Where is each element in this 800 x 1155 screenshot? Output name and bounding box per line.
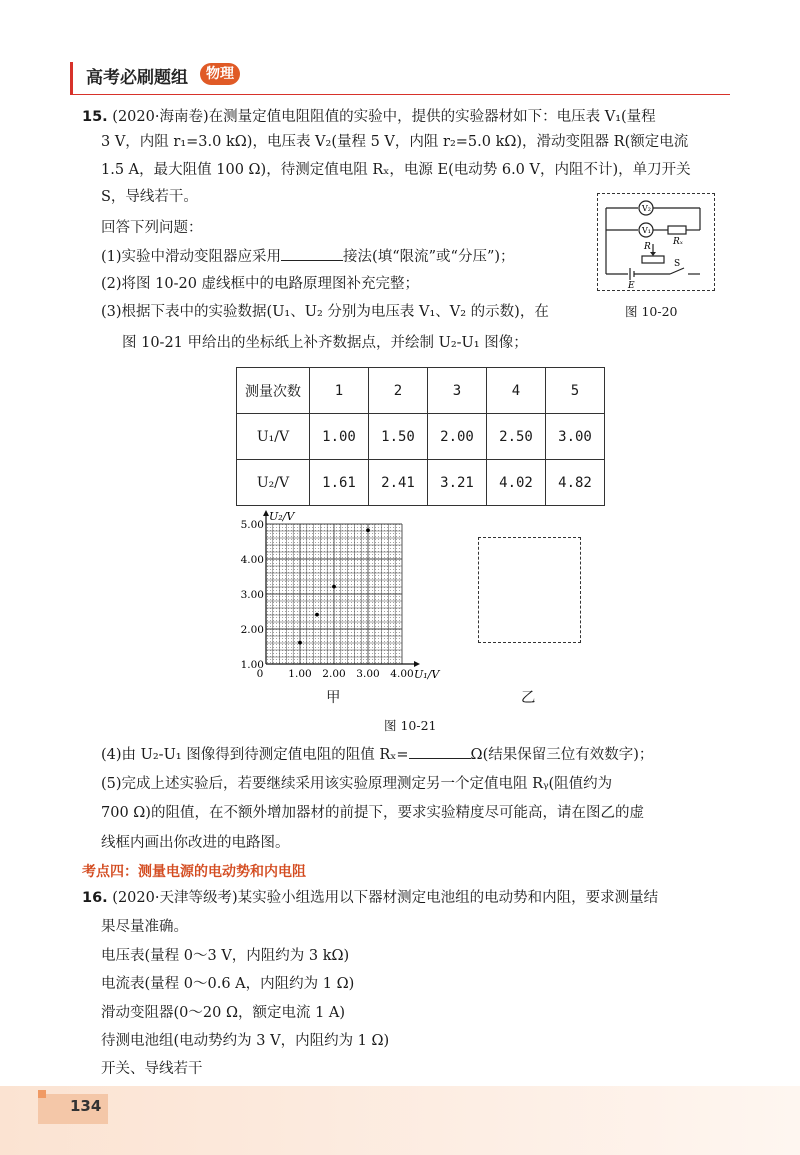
table-cell: 测量次数 xyxy=(237,368,310,414)
table-cell: 2 xyxy=(369,368,428,414)
q16-line-1: 16. (2020·天津等级考)某实验小组选用以下器材测定电池组的电动势和内阻，要求测量结 xyxy=(82,890,659,906)
y-axis-label: U₂/V xyxy=(269,510,295,523)
data-point xyxy=(315,613,319,617)
grid-lines xyxy=(266,524,402,664)
q16-item-4: 待测电池组(电动势约为 3 V，内阻约为 1 Ω) xyxy=(101,1033,390,1049)
label-jia: 甲 xyxy=(326,690,341,706)
book-title: 高考必刷题组 xyxy=(86,68,188,88)
q16-item-5: 开关、导线若干 xyxy=(101,1061,203,1077)
table-cell: 1.50 xyxy=(369,414,428,460)
y-tick-label: 1.00 xyxy=(240,659,264,671)
circuit-diagram-box xyxy=(597,193,715,291)
table-cell: 4.82 xyxy=(546,460,605,506)
table-row-u2 xyxy=(237,460,605,506)
q15-line-2: 3 V，内阻 r₁=3.0 kΩ)，电压表 V₂(量程 5 V，内阻 r₂=5.0 kΩ)，滑动变阻器 R(额定电流 xyxy=(101,134,689,150)
q15-part-4: (4)由 U₂-U₁ 图像得到待测定值电阻的阻值 Rₓ= Ω(结果保留三位有效数字)； xyxy=(101,744,653,765)
x-tick-label: 4.00 xyxy=(390,668,414,680)
table-cell: 2.41 xyxy=(369,460,428,506)
page-number: 134 xyxy=(70,1097,102,1115)
x-axis-label: U₁/V xyxy=(414,668,440,681)
q15-line-3: 1.5 A，最大阻值 100 Ω)，待测定值电阻 Rₓ，电源 E(电动势 6.0 V，内阻不计)，单刀开关 xyxy=(101,162,691,178)
data-point xyxy=(298,641,302,645)
q16-item-3: 滑动变阻器(0～20 Ω，额定电流 1 A) xyxy=(101,1005,346,1021)
table-cell: 4 xyxy=(487,368,546,414)
table-cell: 2.00 xyxy=(428,414,487,460)
table-cell: 1.61 xyxy=(310,460,369,506)
q15-number: 15. xyxy=(82,109,108,125)
circuit-label-v2: V₂ xyxy=(642,204,651,213)
section-heading: 考点四：测量电源的电动势和内电阻 xyxy=(82,864,306,880)
circuit-label-e: E xyxy=(628,281,635,290)
table-cell: 3 xyxy=(428,368,487,414)
q15-part-1: (1)实验中滑动变阻器应采用 接法(填“限流”或“分压”)； xyxy=(101,246,515,267)
q16-item-1: 电压表(量程 0～3 V，内阻约为 3 kΩ) xyxy=(101,948,350,964)
subject-badge: 物理 xyxy=(200,63,240,85)
footer-band xyxy=(0,1086,800,1155)
q15-line-5: 回答下列问题： xyxy=(101,220,203,236)
x-tick-label: 1.00 xyxy=(288,668,312,680)
footer-decoration xyxy=(38,1090,46,1098)
circuit-label-v1: V₁ xyxy=(642,226,651,235)
table-cell: 2.50 xyxy=(487,414,546,460)
x-axis-arrow xyxy=(414,661,420,667)
x-tick-label: 0 xyxy=(256,668,264,680)
table-cell: 3.21 xyxy=(428,460,487,506)
y-tick-label: 3.00 xyxy=(240,589,264,601)
q16-item-2: 电流表(量程 0～0.6 A，内阻约为 1 Ω) xyxy=(101,976,355,992)
q15-part-5-c: 线框内画出你改进的电路图。 xyxy=(101,835,290,851)
header-rule xyxy=(70,94,730,95)
table-cell: 4.02 xyxy=(487,460,546,506)
q15-part-5-b: 700 Ω)的阻值，在不额外增加器材的前提下，要求实验精度尽可能高，请在图乙的虚 xyxy=(101,805,644,821)
q16-line-2: 果尽量准确。 xyxy=(101,919,188,935)
data-table xyxy=(236,367,605,506)
figure-caption-10-21: 图 10-21 xyxy=(384,718,437,733)
u2-u1-graph xyxy=(230,508,450,683)
answer-blank-1[interactable] xyxy=(281,246,343,261)
figure-caption-10-20: 图 10-20 xyxy=(625,304,678,319)
header-accent-bar xyxy=(70,62,73,94)
table-cell: U₂/V xyxy=(237,460,310,506)
data-point xyxy=(366,528,370,532)
q15-line-4: S，导线若干。 xyxy=(101,189,198,205)
q16-number: 16. xyxy=(82,890,108,906)
q15-line-1: 15. (2020·海南卷)在测量定值电阻阻值的实验中，提供的实验器材如下：电压表 V₁(量程 xyxy=(82,109,656,125)
table-cell: 1.00 xyxy=(310,414,369,460)
table-row-u1 xyxy=(237,414,605,460)
table-cell: 5 xyxy=(546,368,605,414)
answer-blank-4[interactable] xyxy=(409,744,471,759)
table-row-header xyxy=(237,368,605,414)
circuit-label-s: S xyxy=(674,259,681,269)
blank-circuit-box-yi[interactable] xyxy=(478,537,581,643)
circuit-diagram xyxy=(598,194,714,290)
y-tick-label: 2.00 xyxy=(240,624,264,636)
data-point xyxy=(332,585,336,589)
x-tick-label: 2.00 xyxy=(322,668,346,680)
label-yi: 乙 xyxy=(521,690,536,706)
circuit-label-r: R xyxy=(644,242,651,252)
q15-part-5-a: (5)完成上述实验后，若要继续采用该实验原理测定另一个定值电阻 Rᵧ(阻值约为 xyxy=(101,776,613,792)
table-cell: 1 xyxy=(310,368,369,414)
q15-part-2: (2)将图 10-20 虚线框中的电路原理图补充完整； xyxy=(101,276,420,292)
table-cell: 3.00 xyxy=(546,414,605,460)
y-tick-label: 4.00 xyxy=(240,554,264,566)
circuit-label-rx: Rₓ xyxy=(673,237,683,247)
y-tick-label: 5.00 xyxy=(240,519,264,531)
q15-part-3-b: 图 10-21 甲给出的坐标纸上补齐数据点，并绘制 U₂-U₁ 图像； xyxy=(122,335,528,351)
q15-part-3-a: (3)根据下表中的实验数据(U₁、U₂ 分别为电压表 V₁、V₂ 的示数)，在 xyxy=(101,304,549,320)
table-cell: U₁/V xyxy=(237,414,310,460)
x-tick-label: 3.00 xyxy=(356,668,380,680)
